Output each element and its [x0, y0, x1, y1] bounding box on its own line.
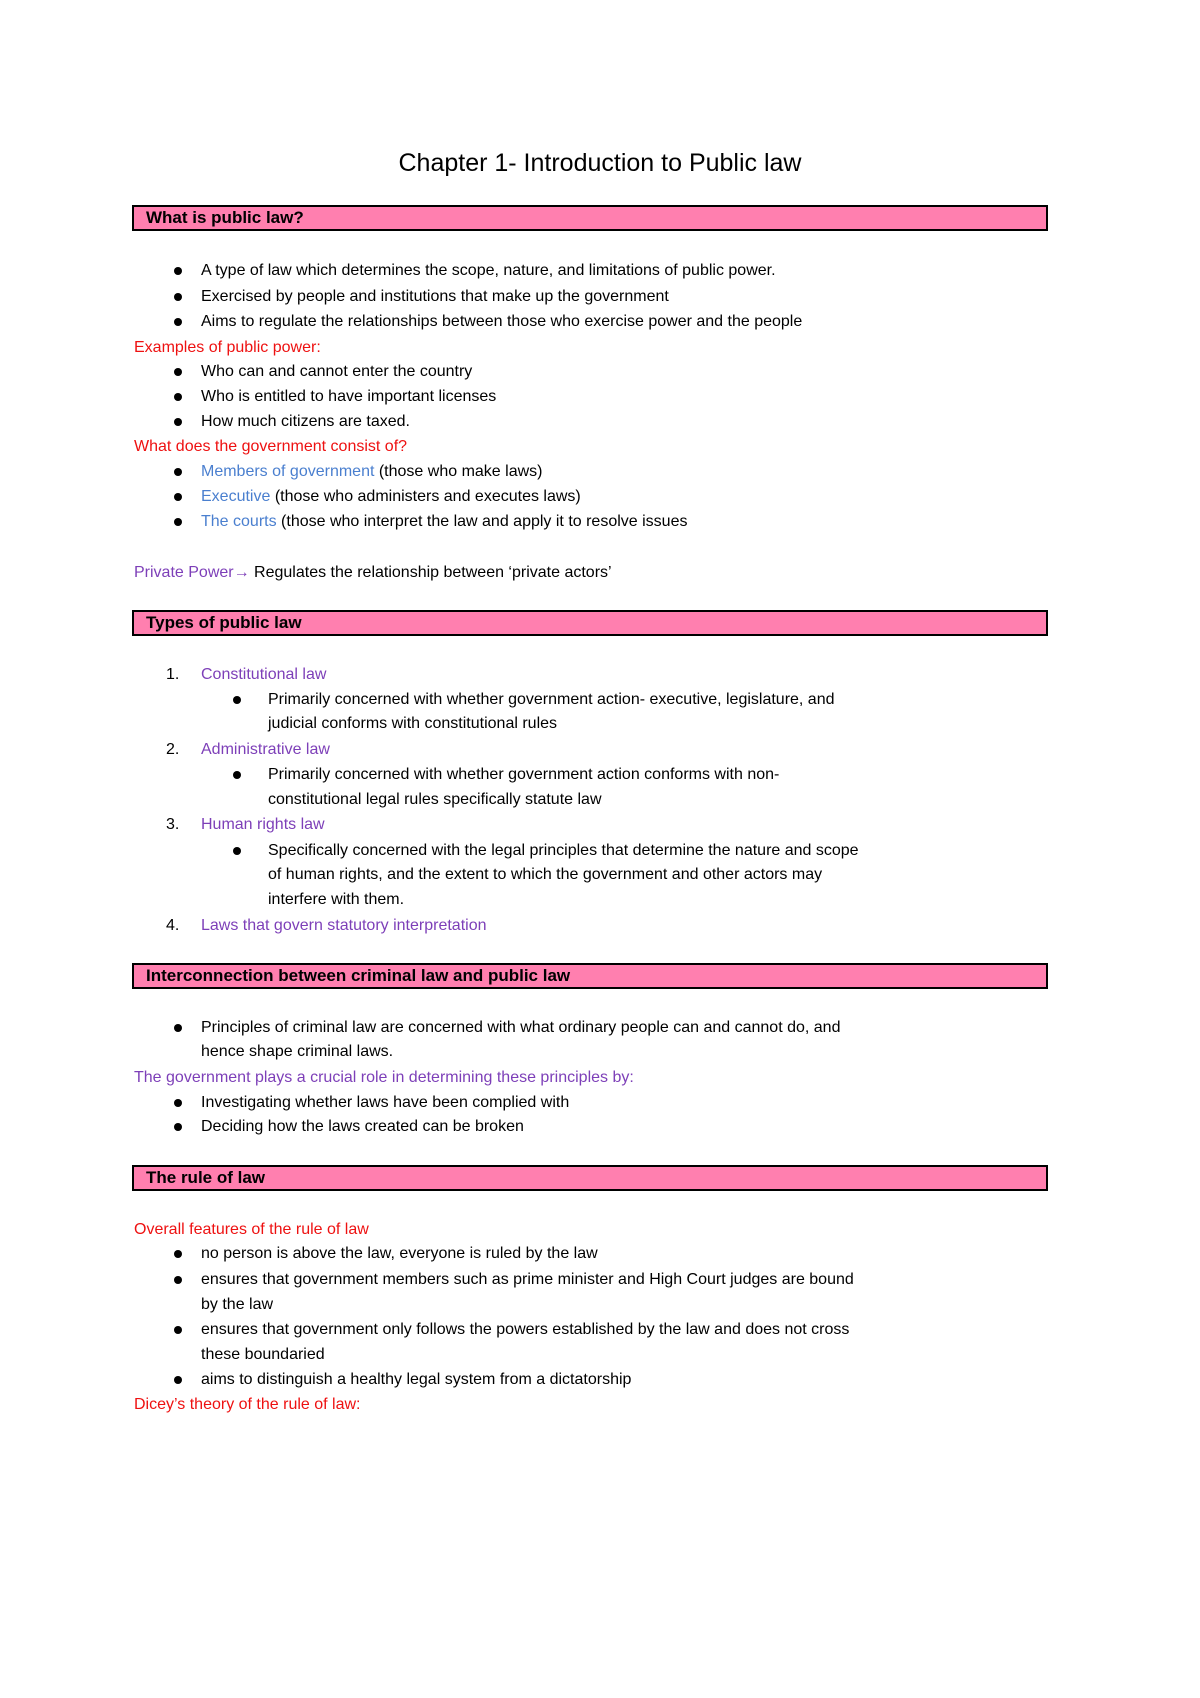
- list-item-continuation: hence shape criminal laws.: [201, 1043, 394, 1060]
- list-item: ensures that government only follows the powers established by the law and does not cross: [0, 1317, 1200, 1343]
- list-item: Principles of criminal law are concerned with what ordinary people can and cannot do, and: [0, 1015, 1200, 1041]
- subheading-dicey-theory: Dicey’s theory of the rule of law:: [134, 1396, 361, 1413]
- list-item: Specifically concerned with the legal principles that determine the nature and scope: [0, 838, 1200, 864]
- bullet-icon: [174, 1276, 182, 1284]
- section-heading-what-is-public-law: What is public law?: [132, 205, 1048, 231]
- bullet-icon: [174, 468, 182, 476]
- bullet-icon: [174, 418, 182, 426]
- bullet-icon: [233, 696, 241, 704]
- section-heading-rule-of-law: The rule of law: [132, 1165, 1048, 1191]
- list-item: Who is entitled to have important licenses: [0, 384, 1200, 410]
- numbered-item: 4. Laws that govern statutory interpretation: [166, 917, 487, 934]
- bullet-icon: [174, 368, 182, 376]
- bullet-icon: [174, 1099, 182, 1107]
- list-item: Investigating whether laws have been complied with: [0, 1090, 1200, 1116]
- subheading-examples: Examples of public power:: [134, 339, 321, 356]
- numbered-item: 2. Administrative law: [166, 741, 330, 758]
- list-item-continuation: these boundaried: [201, 1346, 325, 1363]
- list-item-continuation: of human rights, and the extent to which the government and other actors may: [268, 866, 823, 883]
- list-item: Deciding how the laws created can be broken: [0, 1114, 1200, 1140]
- list-item: The courts (those who interpret the law and apply it to resolve issues: [0, 509, 1200, 535]
- bullet-icon: [174, 518, 182, 526]
- list-item: aims to distinguish a healthy legal system from a dictatorship: [0, 1367, 1200, 1393]
- numbered-item: 3. Human rights law: [166, 816, 325, 833]
- bullet-icon: [174, 318, 182, 326]
- list-item: Aims to regulate the relationships between those who exercise power and the people: [0, 309, 1200, 335]
- list-item: Primarily concerned with whether government action conforms with non-: [0, 762, 1200, 788]
- bullet-icon: [174, 293, 182, 301]
- subheading-government-role: The government plays a crucial role in determining these principles by:: [134, 1069, 634, 1086]
- bullet-icon: [174, 1376, 182, 1384]
- subheading-overall-features: Overall features of the rule of law: [134, 1221, 369, 1238]
- list-item: no person is above the law, everyone is ruled by the law: [0, 1241, 1200, 1267]
- bullet-icon: [233, 771, 241, 779]
- list-item-continuation: interfere with them.: [268, 891, 405, 908]
- private-power-line: Private Power→ Regulates the relationship between ‘private actors’: [134, 564, 612, 581]
- bullet-icon: [233, 847, 241, 855]
- list-item: Who can and cannot enter the country: [0, 359, 1200, 385]
- section-heading-criminal-public-law: Interconnection between criminal law and public law: [132, 963, 1048, 989]
- numbered-item: 1. Constitutional law: [166, 666, 327, 683]
- list-item: Exercised by people and institutions that make up the government: [0, 284, 1200, 310]
- list-item: Primarily concerned with whether government action- executive, legislature, and: [0, 687, 1200, 713]
- arrow-right-icon: →: [233, 564, 250, 581]
- list-item: Executive (those who administers and executes laws): [0, 484, 1200, 510]
- list-item-continuation: constitutional legal rules specifically statute law: [268, 791, 602, 808]
- bullet-icon: [174, 1024, 182, 1032]
- bullet-icon: [174, 393, 182, 401]
- subheading-government-consist: What does the government consist of?: [134, 438, 408, 455]
- list-item-continuation: by the law: [201, 1296, 274, 1313]
- list-item-continuation: judicial conforms with constitutional rules: [268, 715, 558, 732]
- list-item: ensures that government members such as prime minister and High Court judges are bound: [0, 1267, 1200, 1293]
- bullet-icon: [174, 493, 182, 501]
- bullet-icon: [174, 1326, 182, 1334]
- list-item: Members of government (those who make laws): [0, 459, 1200, 485]
- page-title: Chapter 1- Introduction to Public law: [398, 149, 802, 177]
- list-item: How much citizens are taxed.: [0, 409, 1200, 435]
- list-item: A type of law which determines the scope, nature, and limitations of public power.: [0, 258, 1200, 284]
- bullet-icon: [174, 1250, 182, 1258]
- bullet-icon: [174, 1123, 182, 1131]
- section-heading-types-of-public-law: Types of public law: [132, 610, 1048, 636]
- bullet-icon: [174, 267, 182, 275]
